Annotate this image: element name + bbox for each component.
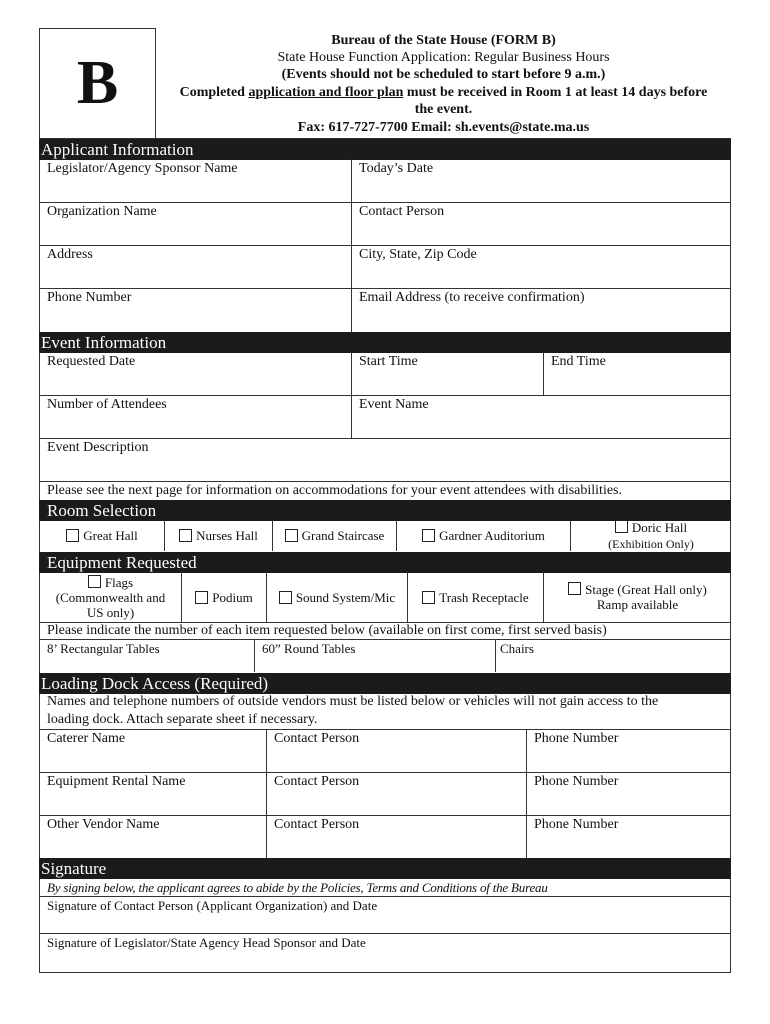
deadline-prefix: Completed — [179, 85, 249, 100]
quantity-note: Please indicate the number of each item requested below (available on first come, first served basis) — [47, 623, 607, 638]
room-doric-hall-label: Doric Hall — [631, 519, 688, 535]
address-field[interactable]: Address — [47, 247, 93, 262]
room-gardner-auditorium-option[interactable] — [397, 520, 570, 551]
todays-date-field[interactable]: Today’s Date — [359, 161, 434, 176]
vendor-contact-field[interactable]: Contact Person — [274, 817, 360, 832]
rectangular-tables-field[interactable]: 8’ Rectangular Tables — [47, 641, 160, 656]
divider — [39, 772, 731, 773]
loading-note-line2: loading dock. Attach separate sheet if necessary. — [47, 712, 318, 727]
divider — [39, 933, 731, 934]
equipment-flags-option[interactable] — [40, 572, 181, 622]
rental-contact-field[interactable]: Contact Person — [274, 774, 360, 789]
organization-name-field[interactable]: Organization Name — [47, 204, 157, 219]
contact-signature-field[interactable]: Signature of Contact Person (Applicant Organization) and Date — [47, 898, 378, 913]
room-gardner-auditorium-label: Gardner Auditorium — [439, 527, 545, 543]
section-event-info: Event Information — [39, 332, 731, 353]
equipment-trash-option[interactable] — [408, 572, 543, 622]
other-vendor-name-field[interactable]: Other Vendor Name — [47, 817, 160, 832]
room-grand-staircase-label: Grand Staircase — [301, 527, 385, 543]
flags-note-line2: US only) — [86, 604, 135, 620]
deadline-notice — [156, 84, 731, 101]
caterer-name-field[interactable]: Caterer Name — [47, 731, 126, 746]
form-subtitle: State House Function Application: Regular Business Hours — [277, 50, 610, 65]
flags-checkbox[interactable] — [88, 575, 101, 588]
email-address-field[interactable]: Email Address (to receive confirmation) — [359, 290, 585, 305]
divider — [39, 639, 731, 640]
disability-note: Please see the next page for information on accommodations for your event attendees with disabilities. — [47, 483, 622, 498]
podium-checkbox[interactable] — [195, 591, 208, 604]
ramp-note: Ramp available — [596, 597, 679, 612]
divider — [543, 352, 544, 395]
caterer-phone-field[interactable]: Phone Number — [534, 731, 619, 746]
sound-system-label: Sound System/Mic — [295, 589, 396, 605]
deadline-line2: the event. — [414, 102, 473, 117]
room-nurses-hall-option[interactable] — [165, 520, 272, 551]
chairs-field[interactable]: Chairs — [500, 641, 534, 656]
event-description-field[interactable]: Event Description — [47, 440, 149, 455]
trash-receptacle-checkbox[interactable] — [422, 591, 435, 604]
section-signature: Signature — [39, 858, 731, 879]
divider — [39, 896, 731, 897]
signature-agreement: By signing below, the applicant agrees to abide by the Policies, Terms and Conditions of the Bureau — [47, 880, 548, 895]
deadline-link: application and floor plan — [248, 85, 404, 100]
rental-phone-field[interactable]: Phone Number — [534, 774, 619, 789]
divider — [39, 245, 731, 246]
divider — [39, 438, 731, 439]
nurses-hall-checkbox[interactable] — [179, 529, 192, 542]
caterer-contact-field[interactable]: Contact Person — [274, 731, 360, 746]
doric-hall-note: (Exhibition Only) — [608, 536, 694, 551]
stage-checkbox[interactable] — [568, 582, 581, 595]
divider — [526, 729, 527, 858]
start-time-field[interactable]: Start Time — [359, 354, 418, 369]
room-grand-staircase-option[interactable] — [273, 520, 396, 551]
section-room-selection: Room Selection — [39, 500, 731, 521]
start-time-notice: (Events should not be scheduled to start before 9 a.m.) — [281, 67, 606, 82]
gardner-auditorium-checkbox[interactable] — [422, 529, 435, 542]
vendor-phone-field[interactable]: Phone Number — [534, 817, 619, 832]
room-great-hall-label: Great Hall — [83, 527, 138, 543]
loading-note-line1: Names and telephone numbers of outside vendors must be listed below or vehicles will not gain access to the — [47, 694, 659, 709]
divider — [495, 639, 496, 672]
city-state-zip-field[interactable]: City, State, Zip Code — [359, 247, 477, 262]
form-letter: B — [39, 28, 156, 139]
divider — [39, 481, 731, 482]
flags-label: Flags — [104, 574, 134, 590]
divider — [39, 729, 731, 730]
divider — [39, 395, 731, 396]
requested-date-field[interactable]: Requested Date — [47, 354, 136, 369]
divider — [39, 815, 731, 816]
stage-label: Stage (Great Hall only) — [585, 582, 707, 597]
round-tables-field[interactable]: 60” Round Tables — [262, 641, 356, 656]
section-loading-dock: Loading Dock Access (Required) — [39, 673, 731, 694]
divider — [254, 639, 255, 672]
form-title: Bureau of the State House (FORM B) — [331, 33, 556, 48]
great-hall-checkbox[interactable] — [66, 529, 79, 542]
trash-receptacle-label: Trash Receptacle — [439, 589, 529, 605]
sponsor-signature-field[interactable]: Signature of Legislator/State Agency Head Sponsor and Date — [47, 935, 366, 950]
number-of-attendees-field[interactable]: Number of Attendees — [47, 397, 167, 412]
contact-info: Fax: 617-727-7700 Email: sh.events@state.ma.us — [297, 120, 590, 135]
room-great-hall-option[interactable] — [40, 520, 164, 551]
contact-person-field[interactable]: Contact Person — [359, 204, 445, 219]
sound-system-checkbox[interactable] — [279, 591, 292, 604]
phone-number-field[interactable]: Phone Number — [47, 290, 132, 305]
section-equipment-requested: Equipment Requested — [39, 552, 731, 573]
equipment-stage-option[interactable] — [544, 572, 731, 622]
divider — [39, 288, 731, 289]
event-name-field[interactable]: Event Name — [359, 397, 429, 412]
room-doric-hall-option[interactable] — [571, 520, 731, 551]
equipment-sound-option[interactable] — [267, 572, 407, 622]
room-nurses-hall-label: Nurses Hall — [196, 527, 258, 543]
divider — [39, 202, 731, 203]
grand-staircase-checkbox[interactable] — [285, 529, 298, 542]
equipment-podium-option[interactable] — [182, 572, 266, 622]
section-applicant-info: Applicant Information — [39, 139, 731, 160]
flags-note-line1: (Commonwealth and — [55, 589, 166, 605]
doric-hall-checkbox[interactable] — [615, 520, 628, 533]
divider — [266, 729, 267, 858]
sponsor-name-field[interactable]: Legislator/Agency Sponsor Name — [47, 161, 238, 176]
deadline-suffix: must be received in Room 1 at least 14 days before — [403, 85, 708, 100]
end-time-field[interactable]: End Time — [551, 354, 606, 369]
podium-label: Podium — [212, 589, 253, 605]
equipment-rental-name-field[interactable]: Equipment Rental Name — [47, 774, 186, 789]
